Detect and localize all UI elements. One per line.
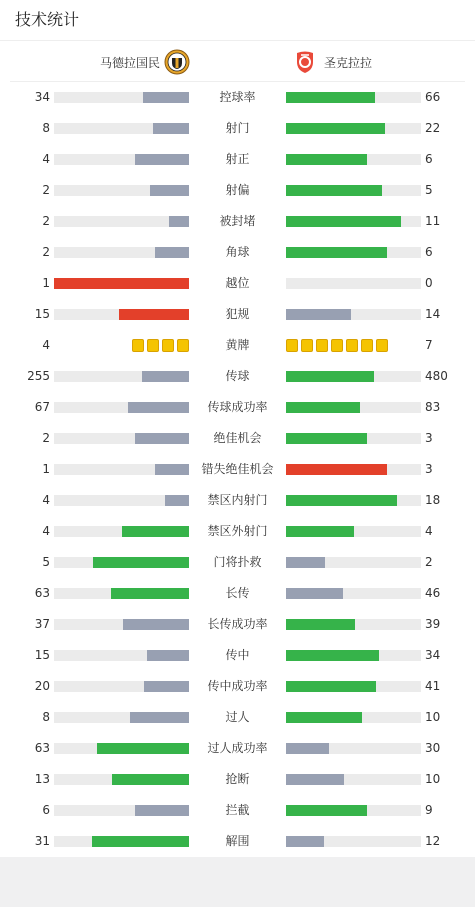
home-bar-track: [54, 309, 189, 320]
home-team: [100, 48, 190, 76]
yellow-card-icon: [331, 339, 343, 352]
away-stat-value: 9: [425, 803, 433, 817]
away-bar-track: [286, 247, 421, 258]
stat-label: 传球成功率: [207, 400, 268, 414]
stat-label: 拦截: [225, 803, 250, 817]
home-bar-track: [54, 154, 189, 165]
away-bar-track: [286, 774, 421, 785]
away-stat-value: 5: [425, 183, 433, 197]
stat-row: [0, 299, 475, 330]
home-bar-fill: [97, 743, 189, 754]
home-bar-fill: [128, 402, 189, 413]
yellow-card-icon: [376, 339, 388, 352]
away-stat-value: 18: [425, 493, 441, 507]
home-bar-fill: [119, 309, 189, 320]
away-bar-track: [286, 216, 421, 227]
away-stat-value: 41: [425, 679, 441, 693]
away-bar-fill: [286, 650, 379, 661]
stat-label: 射门: [225, 121, 250, 135]
home-bar-fill: [93, 557, 189, 568]
home-bar-track: [54, 216, 189, 227]
stat-row: [0, 392, 475, 423]
home-bar-track: [54, 247, 189, 258]
away-bar-track: [286, 185, 421, 196]
home-yellow-cards: [132, 339, 189, 352]
stat-row: [0, 485, 475, 516]
home-stat-value: 4: [42, 524, 50, 538]
home-stat-value: 5: [42, 555, 50, 569]
home-bar-track: [54, 774, 189, 785]
home-bar-fill: [155, 247, 189, 258]
yellow-card-icon: [132, 339, 144, 352]
stat-label: 长传成功率: [207, 617, 268, 631]
away-stat-value: 12: [425, 834, 441, 848]
away-stat-value: 34: [425, 648, 441, 662]
stat-row: [0, 113, 475, 144]
away-bar-track: [286, 743, 421, 754]
away-bar-track: [286, 278, 421, 289]
home-bar-track: [54, 278, 189, 289]
away-bar-fill: [286, 464, 387, 475]
yellow-card-icon: [286, 339, 298, 352]
home-bar-fill: [147, 650, 189, 661]
away-bar-fill: [286, 557, 325, 568]
away-bar-track: [286, 681, 421, 692]
home-stat-value: 31: [34, 834, 50, 848]
home-bar-track: [54, 371, 189, 382]
home-stat-value: 4: [42, 493, 50, 507]
away-stat-value: 480: [425, 369, 448, 383]
home-bar-track: [54, 619, 189, 630]
yellow-card-icon: [177, 339, 189, 352]
stat-label: 黄牌: [225, 338, 250, 352]
away-bar-fill: [286, 774, 344, 785]
home-stat-value: 20: [34, 679, 50, 693]
stat-label: 角球: [225, 245, 250, 259]
away-bar-fill: [286, 712, 362, 723]
away-team-name: 圣克拉拉: [324, 55, 373, 70]
away-stat-value: 10: [425, 710, 441, 724]
home-bar-track: [54, 557, 189, 568]
home-bar-track: [54, 495, 189, 506]
away-stat-value: 22: [425, 121, 441, 135]
home-bar-fill: [92, 836, 189, 847]
stat-label: 射偏: [225, 183, 250, 197]
home-bar-fill: [130, 712, 189, 723]
stat-row: [0, 175, 475, 206]
home-stat-value: 67: [34, 400, 50, 414]
stat-label: 抢断: [225, 772, 250, 786]
stat-label: 传球: [225, 369, 250, 383]
home-bar-track: [54, 681, 189, 692]
stat-row: [0, 330, 475, 361]
away-bar-track: [286, 836, 421, 847]
away-bar-track: [286, 123, 421, 134]
stat-row: [0, 423, 475, 454]
stats-list: [0, 82, 475, 857]
home-stat-value: 15: [34, 307, 50, 321]
home-bar-fill: [135, 805, 189, 816]
home-bar-track: [54, 433, 189, 444]
away-bar-track: [286, 433, 421, 444]
away-bar-track: [286, 650, 421, 661]
away-stat-value: 83: [425, 400, 441, 414]
stat-label: 传中成功率: [207, 679, 268, 693]
stat-label: 被封堵: [219, 214, 256, 228]
home-bar-track: [54, 526, 189, 537]
away-bar-fill: [286, 371, 374, 382]
home-stat-value: 1: [42, 462, 50, 476]
away-bar-fill: [286, 247, 387, 258]
home-bar-track: [54, 650, 189, 661]
yellow-card-icon: [162, 339, 174, 352]
santa-clara-crest-icon: [292, 49, 318, 75]
stat-row: [0, 640, 475, 671]
away-bar-track: [286, 464, 421, 475]
away-bar-fill: [286, 92, 375, 103]
home-stat-value: 13: [34, 772, 50, 786]
home-bar-track: [54, 836, 189, 847]
away-bar-track: [286, 402, 421, 413]
away-bar-track: [286, 557, 421, 568]
home-stat-value: 8: [42, 710, 50, 724]
home-bar-fill: [150, 185, 189, 196]
away-bar-fill: [286, 402, 360, 413]
stat-row: [0, 268, 475, 299]
home-stat-value: 15: [34, 648, 50, 662]
stat-label: 过人: [225, 710, 250, 724]
home-bar-track: [54, 712, 189, 723]
home-bar-fill: [155, 464, 189, 475]
title-divider: [0, 40, 475, 41]
home-stat-value: 4: [42, 338, 50, 352]
home-bar-fill: [153, 123, 189, 134]
home-stat-value: 63: [34, 741, 50, 755]
nacional-crest-icon: [164, 49, 190, 75]
stat-row: [0, 516, 475, 547]
away-bar-fill: [286, 588, 343, 599]
stat-label: 错失绝佳机会: [201, 462, 274, 476]
away-stat-value: 7: [425, 338, 433, 352]
away-bar-track: [286, 154, 421, 165]
yellow-card-icon: [301, 339, 313, 352]
home-bar-track: [54, 464, 189, 475]
home-bar-track: [54, 402, 189, 413]
stat-row: [0, 764, 475, 795]
away-stat-value: 14: [425, 307, 441, 321]
home-stat-value: 2: [42, 183, 50, 197]
away-bar-fill: [286, 619, 355, 630]
home-stat-value: 2: [42, 245, 50, 259]
away-stat-value: 4: [425, 524, 433, 538]
away-bar-fill: [286, 681, 376, 692]
stat-label: 绝佳机会: [213, 431, 262, 445]
away-bar-track: [286, 309, 421, 320]
stat-row: [0, 733, 475, 764]
away-stat-value: 11: [425, 214, 441, 228]
home-stat-value: 255: [27, 369, 50, 383]
stat-label: 长传: [225, 586, 250, 600]
stat-label: 过人成功率: [207, 741, 268, 755]
away-bar-fill: [286, 216, 401, 227]
away-bar-fill: [286, 495, 397, 506]
away-bar-fill: [286, 433, 367, 444]
away-bar-fill: [286, 743, 329, 754]
away-bar-fill: [286, 836, 324, 847]
home-bar-track: [54, 743, 189, 754]
home-bar-fill: [112, 774, 189, 785]
yellow-card-icon: [346, 339, 358, 352]
yellow-card-icon: [316, 339, 328, 352]
home-stat-value: 2: [42, 431, 50, 445]
home-stat-value: 1: [42, 276, 50, 290]
home-bar-fill: [135, 154, 189, 165]
stat-label: 禁区外射门: [207, 524, 268, 538]
away-bar-fill: [286, 185, 382, 196]
away-bar-fill: [286, 154, 367, 165]
away-team: [292, 48, 372, 76]
home-bar-fill: [111, 588, 189, 599]
stat-row: [0, 237, 475, 268]
stat-label: 射正: [225, 152, 250, 166]
stat-row: [0, 702, 475, 733]
away-stat-value: 39: [425, 617, 441, 631]
away-bar-track: [286, 92, 421, 103]
home-bar-track: [54, 123, 189, 134]
page-title: 技术统计: [15, 10, 80, 29]
away-bar-track: [286, 526, 421, 537]
home-bar-fill: [135, 433, 189, 444]
stat-row: [0, 547, 475, 578]
home-bar-fill: [142, 371, 189, 382]
stat-label: 控球率: [219, 90, 256, 104]
away-stat-value: 3: [425, 431, 433, 445]
stat-row: [0, 361, 475, 392]
home-bar-track: [54, 805, 189, 816]
home-bar-track: [54, 588, 189, 599]
away-bar-track: [286, 495, 421, 506]
away-stat-value: 3: [425, 462, 433, 476]
stat-row: [0, 795, 475, 826]
stat-label: 越位: [225, 276, 250, 290]
home-bar-fill: [143, 92, 189, 103]
stat-row: [0, 454, 475, 485]
stat-row: [0, 826, 475, 857]
away-stat-value: 46: [425, 586, 441, 600]
away-stat-value: 30: [425, 741, 441, 755]
home-bar-track: [54, 92, 189, 103]
home-stat-value: 2: [42, 214, 50, 228]
yellow-card-icon: [361, 339, 373, 352]
away-bar-track: [286, 619, 421, 630]
stat-row: [0, 671, 475, 702]
stat-row: [0, 82, 475, 113]
stat-label: 门将扑救: [213, 555, 262, 569]
home-bar-fill: [122, 526, 190, 537]
home-stat-value: 63: [34, 586, 50, 600]
stat-row: [0, 144, 475, 175]
away-yellow-cards: [286, 339, 388, 352]
home-team-name: 马德拉国民: [99, 55, 160, 70]
home-bar-fill: [169, 216, 189, 227]
home-stat-value: 37: [34, 617, 50, 631]
home-stat-value: 6: [42, 803, 50, 817]
stat-label: 解围: [225, 834, 250, 848]
home-bar-fill: [144, 681, 189, 692]
home-stat-value: 8: [42, 121, 50, 135]
home-stat-value: 34: [34, 90, 50, 104]
away-stat-value: 2: [425, 555, 433, 569]
away-bar-track: [286, 371, 421, 382]
home-bar-track: [54, 185, 189, 196]
away-bar-fill: [286, 123, 385, 134]
away-bar-fill: [286, 805, 367, 816]
away-bar-track: [286, 712, 421, 723]
away-stat-value: 66: [425, 90, 441, 104]
home-bar-fill: [165, 495, 189, 506]
away-stat-value: 10: [425, 772, 441, 786]
home-stat-value: 4: [42, 152, 50, 166]
away-bar-track: [286, 805, 421, 816]
stat-row: [0, 578, 475, 609]
away-bar-track: [286, 588, 421, 599]
stat-label: 犯规: [225, 307, 250, 321]
away-stat-value: 6: [425, 245, 433, 259]
away-bar-fill: [286, 526, 354, 537]
away-stat-value: 0: [425, 276, 433, 290]
home-bar-fill: [54, 278, 189, 289]
stat-label: 传中: [225, 648, 250, 662]
stat-label: 禁区内射门: [207, 493, 268, 507]
stat-row: [0, 609, 475, 640]
away-bar-fill: [286, 309, 351, 320]
stat-row: [0, 206, 475, 237]
home-bar-fill: [123, 619, 189, 630]
yellow-card-icon: [147, 339, 159, 352]
away-stat-value: 6: [425, 152, 433, 166]
